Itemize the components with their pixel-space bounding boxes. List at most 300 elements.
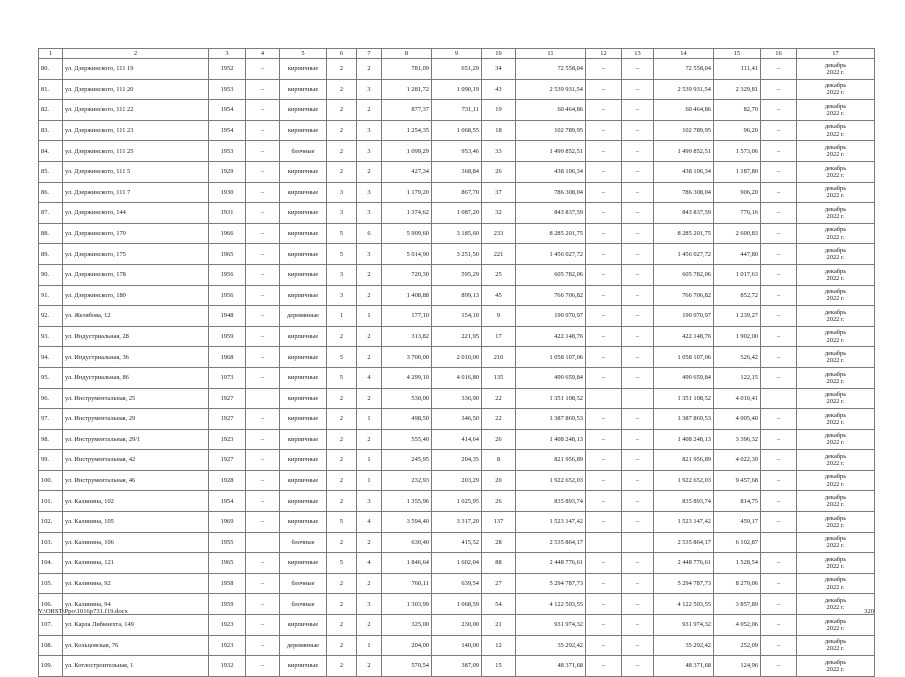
table-cell: 1958 <box>209 573 246 594</box>
table-cell: 336,90 <box>432 388 482 409</box>
deadline-month: декабрь <box>824 308 847 316</box>
table-row <box>39 264 875 285</box>
table-cell: 106. <box>39 594 63 615</box>
table-cell: 140,00 <box>432 635 482 656</box>
deadline-cell <box>797 491 875 512</box>
table-cell: кирпичные <box>280 223 327 244</box>
table-cell: 92. <box>39 306 63 327</box>
table-cell: – <box>622 264 654 285</box>
column-number-cell: 5 <box>280 49 327 59</box>
table-row <box>39 553 875 574</box>
housing-register-table <box>38 48 875 677</box>
table-cell: 22 <box>482 409 516 430</box>
deadline-month: декабрь <box>824 143 847 151</box>
table-cell: 1 499 852,51 <box>654 141 714 162</box>
table-cell: 555,40 <box>382 429 432 450</box>
deadline-month: декабрь <box>824 246 847 254</box>
deadline-month: декабрь <box>824 555 847 563</box>
deadline-month: декабрь <box>824 411 847 419</box>
table-cell: 1 179,20 <box>382 182 432 203</box>
table-cell: 109. <box>39 656 63 677</box>
table-cell: – <box>246 553 280 574</box>
table-cell: – <box>622 141 654 162</box>
table-cell: – <box>761 223 797 244</box>
table-cell: 102 789,95 <box>654 120 714 141</box>
table-cell: – <box>246 79 280 100</box>
table-cell: – <box>761 491 797 512</box>
table-cell: 60 464,86 <box>654 100 714 121</box>
table-row <box>39 594 875 615</box>
table-cell: – <box>246 182 280 203</box>
table-cell: 1 254,35 <box>382 120 432 141</box>
table-cell: 1 499 852,51 <box>516 141 586 162</box>
table-cell: 98. <box>39 429 63 450</box>
table-cell: – <box>246 326 280 347</box>
table-cell: 766 706,82 <box>654 285 714 306</box>
table-cell: ул. Калинина, 106 <box>63 532 209 553</box>
table-cell <box>622 532 654 553</box>
table-cell: кирпичные <box>280 59 327 80</box>
table-row <box>39 367 875 388</box>
table-cell: 3 317,20 <box>432 512 482 533</box>
table-cell: 8 285 201,75 <box>516 223 586 244</box>
deadline-year: 2022 г. <box>826 295 845 303</box>
table-cell <box>622 388 654 409</box>
table-row <box>39 120 875 141</box>
deadline-year: 2022 г. <box>826 501 845 509</box>
table-cell: – <box>761 553 797 574</box>
table-cell: кирпичные <box>280 161 327 182</box>
deadline-month: декабрь <box>824 82 847 90</box>
table-cell: 766 706,82 <box>516 285 586 306</box>
table-cell: кирпичные <box>280 409 327 430</box>
table-cell: 2 <box>327 594 357 615</box>
table-cell: – <box>761 285 797 306</box>
table-row <box>39 491 875 512</box>
table-cell: – <box>246 656 280 677</box>
table-cell: 490 659,84 <box>516 367 586 388</box>
table-row <box>39 285 875 306</box>
table-cell: 821 956,89 <box>654 450 714 471</box>
table-cell: ул. Карла Либкнехта, 149 <box>63 615 209 636</box>
table-cell: 15 <box>482 656 516 677</box>
table-cell: 8 279,06 <box>714 573 761 594</box>
deadline-month: декабрь <box>824 102 847 110</box>
table-cell: 1 456 027,72 <box>516 244 586 265</box>
table-cell: 1 922 652,03 <box>654 470 714 491</box>
table-cell: 1954 <box>209 120 246 141</box>
table-cell: кирпичные <box>280 285 327 306</box>
table-cell: 786 308,04 <box>516 182 586 203</box>
table-cell: 204,35 <box>432 450 482 471</box>
table-cell: 2 <box>357 532 382 553</box>
table-cell: 135 <box>482 367 516 388</box>
deadline-year: 2022 г. <box>826 377 845 385</box>
deadline-cell <box>797 409 875 430</box>
table-cell: – <box>761 635 797 656</box>
table-cell: 8 <box>482 450 516 471</box>
table-cell: – <box>246 429 280 450</box>
table-cell: – <box>246 347 280 368</box>
table-cell: ул. Калинина, 92 <box>63 573 209 594</box>
table-row <box>39 615 875 636</box>
table-cell: ул. Калинина, 102 <box>63 491 209 512</box>
table-cell: 595,29 <box>432 264 482 285</box>
table-cell: кирпичные <box>280 553 327 574</box>
table-cell: 639,54 <box>432 573 482 594</box>
table-cell: ул. Дзержинского, 175 <box>63 244 209 265</box>
table-row <box>39 306 875 327</box>
table-cell: 3 <box>327 285 357 306</box>
deadline-year: 2022 г. <box>826 151 845 159</box>
deadline-year: 2022 г. <box>826 583 845 591</box>
table-cell: 1 058 107,06 <box>654 347 714 368</box>
table-cell: ул. Котлостроительная, 1 <box>63 656 209 677</box>
table-row <box>39 450 875 471</box>
table-cell: 108. <box>39 635 63 656</box>
table-cell: 124,96 <box>714 656 761 677</box>
table-cell: 2 <box>327 326 357 347</box>
table-cell: 422 148,76 <box>516 326 586 347</box>
table-cell: – <box>586 656 622 677</box>
table-cell: 3 700,00 <box>382 347 432 368</box>
table-cell: 498,50 <box>382 409 432 430</box>
table-cell: – <box>761 512 797 533</box>
table-row <box>39 141 875 162</box>
table-cell: 2 <box>327 635 357 656</box>
table-cell: – <box>246 223 280 244</box>
table-row <box>39 182 875 203</box>
table-cell: 17 <box>482 326 516 347</box>
table-cell: – <box>586 491 622 512</box>
table-cell: – <box>761 347 797 368</box>
table-cell: 415,52 <box>432 532 482 553</box>
table-cell: – <box>622 429 654 450</box>
table-cell: – <box>246 120 280 141</box>
deadline-month: декабрь <box>824 288 847 296</box>
table-cell: – <box>622 491 654 512</box>
deadline-month: декабрь <box>824 638 847 646</box>
table-cell: 82,70 <box>714 100 761 121</box>
table-cell: 325,00 <box>382 615 432 636</box>
table-cell: 2 535 864,17 <box>516 532 586 553</box>
table-cell: 6 102,87 <box>714 532 761 553</box>
table-cell: 786 308,04 <box>654 182 714 203</box>
table-row <box>39 656 875 677</box>
deadline-month: декабрь <box>824 185 847 193</box>
table-cell: 814,75 <box>714 491 761 512</box>
deadline-cell <box>797 470 875 491</box>
table-cell: – <box>586 450 622 471</box>
table-cell: 111,41 <box>714 59 761 80</box>
table-cell: 760,11 <box>382 573 432 594</box>
column-number-cell: 17 <box>797 49 875 59</box>
table-cell: 19 <box>482 100 516 121</box>
table-cell: 821 956,89 <box>516 450 586 471</box>
deadline-cell <box>797 347 875 368</box>
table-cell: 5 <box>327 223 357 244</box>
table-cell: – <box>586 141 622 162</box>
table-cell: 43 <box>482 79 516 100</box>
table-cell: 651,29 <box>432 59 482 80</box>
table-cell: деревянные <box>280 306 327 327</box>
table-cell: 2 <box>357 347 382 368</box>
table-cell: 387,09 <box>432 656 482 677</box>
table-cell: 72 558,04 <box>654 59 714 80</box>
deadline-month: декабрь <box>824 576 847 584</box>
table-cell: 25 <box>482 264 516 285</box>
table-cell: – <box>246 512 280 533</box>
deadline-year: 2022 г. <box>826 398 845 406</box>
table-cell: ул. Дзержинского, 111 23 <box>63 120 209 141</box>
table-cell: – <box>246 450 280 471</box>
table-cell: 2 <box>327 141 357 162</box>
table-cell: 2 <box>357 656 382 677</box>
table-cell: 82. <box>39 100 63 121</box>
table-cell: 5 <box>327 347 357 368</box>
table-cell: – <box>761 656 797 677</box>
table-cell: 843 837,59 <box>654 203 714 224</box>
table-cell: 2 <box>327 615 357 636</box>
deadline-month: декабрь <box>824 473 847 481</box>
table-cell: 2 010,00 <box>432 347 482 368</box>
table-cell: – <box>761 470 797 491</box>
table-cell: – <box>246 409 280 430</box>
table-cell: блочные <box>280 141 327 162</box>
table-row <box>39 388 875 409</box>
deadline-year: 2022 г. <box>826 357 845 365</box>
deadline-year: 2022 г. <box>826 171 845 179</box>
table-cell: – <box>586 161 622 182</box>
table-cell: 368,84 <box>432 161 482 182</box>
table-cell: 3 <box>357 491 382 512</box>
table-cell: – <box>622 635 654 656</box>
table-cell: 1956 <box>209 285 246 306</box>
table-cell: кирпичные <box>280 656 327 677</box>
table-cell: 438 106,34 <box>516 161 586 182</box>
table-cell: 906,20 <box>714 182 761 203</box>
table-cell: 21 <box>482 615 516 636</box>
table-cell: 86. <box>39 182 63 203</box>
deadline-cell <box>797 573 875 594</box>
table-cell: – <box>586 285 622 306</box>
table-cell: 1929 <box>209 161 246 182</box>
column-number-cell: 12 <box>586 49 622 59</box>
deadline-year: 2022 г. <box>826 521 845 529</box>
table-cell: – <box>586 409 622 430</box>
table-cell: 1965 <box>209 244 246 265</box>
deadline-cell <box>797 615 875 636</box>
table-cell: ул. Калинина, 121 <box>63 553 209 574</box>
table-cell: ул. Дзержинского, 170 <box>63 223 209 244</box>
deadline-cell <box>797 367 875 388</box>
table-cell <box>586 388 622 409</box>
deadline-cell <box>797 120 875 141</box>
deadline-month: декабрь <box>824 494 847 502</box>
deadline-month: декабрь <box>824 452 847 460</box>
table-cell: 2 448 776,61 <box>516 553 586 574</box>
table-cell: – <box>622 450 654 471</box>
table-cell: 2 448 776,61 <box>654 553 714 574</box>
table-cell: 2 <box>327 470 357 491</box>
table-cell: – <box>761 264 797 285</box>
table-cell: 9 457,68 <box>714 470 761 491</box>
table-cell: – <box>586 182 622 203</box>
table-cell: – <box>586 59 622 80</box>
table-cell: кирпичные <box>280 79 327 100</box>
table-cell: 91. <box>39 285 63 306</box>
table-cell: 1 <box>357 635 382 656</box>
deadline-cell <box>797 512 875 533</box>
table-row <box>39 429 875 450</box>
table-cell: – <box>761 429 797 450</box>
table-cell: кирпичные <box>280 264 327 285</box>
table-cell: 3 <box>327 264 357 285</box>
table-cell: 2 <box>327 429 357 450</box>
table-cell: 2 <box>357 388 382 409</box>
column-number-cell: 3 <box>209 49 246 59</box>
column-number-cell: 15 <box>714 49 761 59</box>
table-cell: – <box>622 161 654 182</box>
table-cell: 28 <box>482 532 516 553</box>
deadline-year: 2022 г. <box>826 480 845 488</box>
table-cell: ул. Индустриальная, 28 <box>63 326 209 347</box>
table-cell: 88. <box>39 223 63 244</box>
table-cell: 2 <box>357 161 382 182</box>
table-cell: – <box>622 656 654 677</box>
deadline-year: 2022 г. <box>826 666 845 674</box>
table-cell: 490 659,84 <box>654 367 714 388</box>
table-cell: 447,80 <box>714 244 761 265</box>
table-cell: 1 068,55 <box>432 120 482 141</box>
table-row <box>39 409 875 430</box>
table-cell: 3 <box>357 244 382 265</box>
table-cell: ул. Инструментальная, 29 <box>63 409 209 430</box>
table-cell: – <box>586 553 622 574</box>
table-cell: 526,42 <box>714 347 761 368</box>
table-cell: 630,40 <box>382 532 432 553</box>
column-number-cell: 4 <box>246 49 280 59</box>
table-cell: 81. <box>39 79 63 100</box>
table-cell: 2 <box>357 429 382 450</box>
table-cell: – <box>246 306 280 327</box>
table-cell: ул. Калинина, 105 <box>63 512 209 533</box>
table-cell: ул. Дзержинского, 111 19 <box>63 59 209 80</box>
table-cell: кирпичные <box>280 100 327 121</box>
table-cell: 5 909,60 <box>382 223 432 244</box>
table-cell: ул. Инструментальная, 42 <box>63 450 209 471</box>
table-cell: – <box>761 161 797 182</box>
deadline-cell <box>797 635 875 656</box>
table-cell: – <box>622 306 654 327</box>
deadline-year: 2022 г. <box>826 89 845 97</box>
table-row <box>39 347 875 368</box>
table-cell: 2 535 864,17 <box>654 532 714 553</box>
table-cell: 2 539 931,54 <box>654 79 714 100</box>
table-cell: 103. <box>39 532 63 553</box>
table-cell: 570,54 <box>382 656 432 677</box>
table-cell: кирпичные <box>280 491 327 512</box>
table-row <box>39 203 875 224</box>
table-cell: 1953 <box>209 141 246 162</box>
table-cell: 2 539 931,54 <box>516 79 586 100</box>
table-cell: ул. Дзержинского, 180 <box>63 285 209 306</box>
deadline-cell <box>797 429 875 450</box>
table-cell: 605 782,06 <box>654 264 714 285</box>
column-number-cell: 16 <box>761 49 797 59</box>
table-cell: 1959 <box>209 326 246 347</box>
table-cell: 1973 <box>209 367 246 388</box>
table-cell: 4 022,30 <box>714 450 761 471</box>
table-cell: – <box>586 203 622 224</box>
table-cell: 1927 <box>209 450 246 471</box>
table-cell: 1931 <box>209 203 246 224</box>
table-cell: 4 <box>357 367 382 388</box>
table-cell: 1932 <box>209 656 246 677</box>
table-cell <box>246 388 280 409</box>
table-cell: – <box>622 100 654 121</box>
table-cell: – <box>246 573 280 594</box>
table-cell: – <box>622 512 654 533</box>
table-row <box>39 79 875 100</box>
deadline-month: декабрь <box>824 658 847 666</box>
table-cell: ул. Дзержинского, 111 22 <box>63 100 209 121</box>
table-cell: 4 052,06 <box>714 615 761 636</box>
column-number-cell: 8 <box>382 49 432 59</box>
table-cell: 154,10 <box>432 306 482 327</box>
table-cell: кирпичные <box>280 326 327 347</box>
table-cell: 1 087,20 <box>432 203 482 224</box>
table-cell: ул. Дзержинского, 111 5 <box>63 161 209 182</box>
table-cell: – <box>246 59 280 80</box>
deadline-month: декабрь <box>824 123 847 131</box>
table-cell: 87. <box>39 203 63 224</box>
deadline-cell <box>797 203 875 224</box>
table-cell: ул. Дзержинского, 178 <box>63 264 209 285</box>
deadline-cell <box>797 656 875 677</box>
table-cell: – <box>586 223 622 244</box>
table-cell: 48 371,68 <box>654 656 714 677</box>
table-cell: – <box>622 223 654 244</box>
table-cell: 3 <box>357 120 382 141</box>
table-cell: блочные <box>280 594 327 615</box>
table-cell: 2 <box>357 326 382 347</box>
deadline-cell <box>797 532 875 553</box>
table-cell: 1 017,63 <box>714 264 761 285</box>
table-cell: 414,64 <box>432 429 482 450</box>
table-cell: – <box>246 244 280 265</box>
table-cell: 102. <box>39 512 63 533</box>
table-cell: 221 <box>482 244 516 265</box>
table-cell: блочные <box>280 573 327 594</box>
table-cell: 1 <box>357 470 382 491</box>
table-row <box>39 532 875 553</box>
table-cell: 204,00 <box>382 635 432 656</box>
table-cell: 1953 <box>209 79 246 100</box>
table-cell: – <box>761 306 797 327</box>
deadline-month: декабрь <box>824 597 847 605</box>
table-cell: ул. Дзержинского, 111 20 <box>63 79 209 100</box>
table-cell: – <box>246 264 280 285</box>
table-cell: 5 <box>327 367 357 388</box>
table-cell: 1923 <box>209 615 246 636</box>
deadline-cell <box>797 285 875 306</box>
deadline-year: 2022 г. <box>826 460 845 468</box>
deadline-month: декабрь <box>824 267 847 275</box>
table-cell: 1 602,04 <box>432 553 482 574</box>
table-cell: – <box>586 347 622 368</box>
table-cell: 1 187,80 <box>714 161 761 182</box>
